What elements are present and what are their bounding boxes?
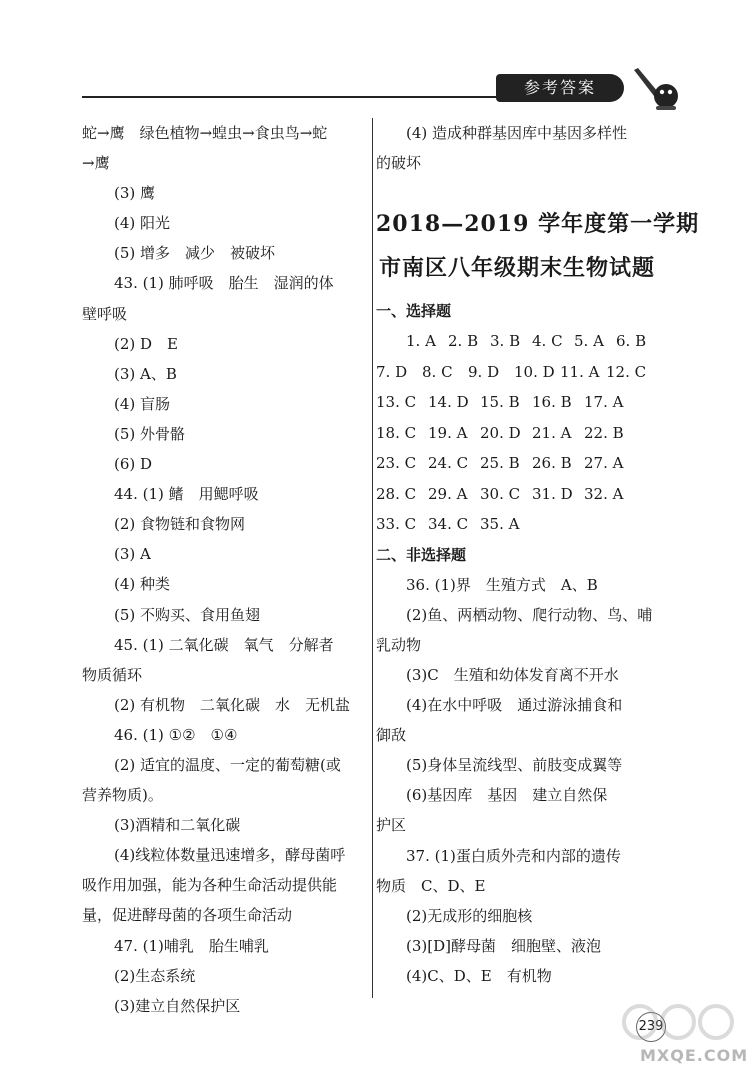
choice-row <box>376 448 658 479</box>
choice-answer: 23. C <box>376 454 417 473</box>
choice-row <box>376 479 658 510</box>
choice-answer: 18. C <box>376 423 417 442</box>
left-answer-line: (5) 增多 减少 被破坏 <box>114 244 276 263</box>
choice-answer: 19. A <box>428 423 468 442</box>
right-answer-line: (5)身体呈流线型、前肢变成翼等 <box>406 756 623 775</box>
choice-answer: 15. B <box>480 393 520 412</box>
left-answer-line: 壁呼吸 <box>82 304 128 323</box>
choice-row <box>376 357 658 388</box>
left-answer-line: 量，促进酵母菌的各项生命活动 <box>82 906 293 925</box>
right-answer-line: (2)鱼、两栖动物、爬行动物、鸟、哺 <box>406 605 653 624</box>
choice-answer: 8. C <box>422 362 453 381</box>
choice-answer: 26. B <box>532 454 572 473</box>
left-column <box>82 118 367 1021</box>
left-answer-line: 46. (1) ①② ①④ <box>114 725 238 744</box>
right-bottom-answers <box>376 570 658 991</box>
column-divider <box>372 118 373 998</box>
left-answer-line: 营养物质)。 <box>82 786 163 805</box>
right-answer-line: 的破坏 <box>376 154 422 173</box>
left-answer-line: (6) D <box>114 455 153 474</box>
left-answer-line: (3) 鹰 <box>114 184 156 203</box>
left-answer-line: (3) A <box>114 545 151 564</box>
choice-answer: 9. D <box>468 362 500 381</box>
choice-row <box>376 326 658 357</box>
choice-answer: 31. D <box>532 484 573 503</box>
choice-answer: 1. A <box>406 332 436 351</box>
left-answer-line: (5) 外骨骼 <box>114 424 186 443</box>
right-answer-line: 36. (1)界 生殖方式 A、B <box>406 575 598 594</box>
left-answer-line: 蛇→鹰 绿色植物→蝗虫→食虫鸟→蛇 <box>82 124 328 142</box>
right-top-answers <box>376 118 658 178</box>
choice-answer: 17. A <box>584 393 624 412</box>
right-answer-line: (4)C、D、E 有机物 <box>406 966 552 985</box>
header-tab: 参考答案 <box>496 74 624 102</box>
choice-answer: 33. C <box>376 515 417 534</box>
left-answer-line: (2) 适宜的温度、一定的葡萄糖(或 <box>114 755 341 774</box>
choice-answer-grid <box>376 326 658 540</box>
right-answer-line: 乳动物 <box>376 635 422 654</box>
header-rule <box>82 96 512 98</box>
right-answer-line: (6)基因库 基因 建立自然保 <box>406 786 608 805</box>
right-answer-line: 护区 <box>376 816 407 835</box>
left-answer-line: (3)酒精和二氧化碳 <box>114 816 241 835</box>
choice-answer: 32. A <box>584 484 624 503</box>
left-answer-line: (2)生态系统 <box>114 966 196 985</box>
right-answer-line: (3)[D]酵母菌 细胞壁、液泡 <box>406 936 601 955</box>
choice-answer: 21. A <box>532 423 572 442</box>
right-answer-line: (2)无成形的细胞核 <box>406 906 533 925</box>
left-answer-line: (2) 食物链和食物网 <box>114 515 246 534</box>
choice-answer: 20. D <box>480 423 521 442</box>
left-answer-line: (5) 不购买、食用鱼翅 <box>114 605 261 624</box>
choice-answer: 30. C <box>480 484 521 503</box>
left-answer-line: 45. (1) 二氧化碳 氧气 分解者 <box>114 635 334 654</box>
choice-row <box>376 387 658 418</box>
choice-answer: 22. B <box>584 423 624 442</box>
left-answer-line: (4) 盲肠 <box>114 394 171 413</box>
left-answer-line: →鹰 <box>82 154 110 173</box>
choice-answer: 16. B <box>532 393 572 412</box>
page-number: 239 <box>636 1012 666 1042</box>
right-answer-line: 37. (1)蛋白质外壳和内部的遗传 <box>406 846 621 865</box>
right-answer-line: 物质 C、D、E <box>376 876 486 895</box>
exam-title-line2: 市南区八年级期末生物试题 <box>378 255 655 282</box>
pencil-figure-icon <box>628 62 682 112</box>
left-answer-line: 物质循环 <box>82 665 143 684</box>
left-answer-line: 吸作用加强，能为各种生命活动提供能 <box>82 876 338 895</box>
choice-answer: 11. A <box>560 362 600 381</box>
choice-answer: 34. C <box>428 515 469 534</box>
left-answer-line: 47. (1)哺乳 胎生哺乳 <box>114 936 269 955</box>
choice-answer: 14. D <box>428 393 469 412</box>
choice-answer: 2. B <box>448 332 479 351</box>
exam-title-line1: 2018—2019 学年度第一学期 <box>376 211 700 238</box>
choice-answer: 35. A <box>480 515 520 534</box>
choice-answer: 12. C <box>606 362 647 381</box>
right-answer-line: (4) 造成种群基因库中基因多样性 <box>406 124 628 142</box>
choice-answer: 7. D <box>376 362 408 381</box>
choice-answer: 27. A <box>584 454 624 473</box>
choice-row <box>376 509 658 540</box>
section-heading-choice: 一、选择题 <box>376 302 452 321</box>
left-answer-line: (2) 有机物 二氧化碳 水 无机盐 <box>114 695 351 714</box>
choice-answer: 6. B <box>616 332 647 351</box>
left-answer-line: (4)线粒体数量迅速增多，酵母菌呼 <box>114 846 346 865</box>
right-answer-line: (4)在水中呼吸 通过游泳捕食和 <box>406 696 623 715</box>
left-answer-line: (3) A、B <box>114 364 177 383</box>
choice-row <box>376 418 658 449</box>
left-answer-line: 44. (1) 鳍 用鳃呼吸 <box>114 485 259 504</box>
choice-answer: 10. D <box>514 362 555 381</box>
choice-answer: 29. A <box>428 484 468 503</box>
left-answer-line: (3)建立自然保护区 <box>114 996 241 1015</box>
left-answer-line: (4) 种类 <box>114 575 171 594</box>
choice-answer: 25. B <box>480 454 520 473</box>
right-answer-line: (3)C 生殖和幼体发育离不开水 <box>406 665 619 684</box>
watermark-text: MXQE.COM <box>640 1046 749 1065</box>
right-column <box>376 118 700 991</box>
choice-answer: 3. B <box>490 332 521 351</box>
choice-answer: 5. A <box>574 332 604 351</box>
choice-answer: 24. C <box>428 454 469 473</box>
choice-answer: 13. C <box>376 393 417 412</box>
choice-answer: 4. C <box>532 332 563 351</box>
section-heading-nonchoice: 二、非选择题 <box>376 545 467 564</box>
left-answer-line: (4) 阳光 <box>114 214 171 233</box>
left-answer-line: 43. (1) 肺呼吸 胎生 湿润的体 <box>114 274 334 293</box>
choice-answer: 28. C <box>376 484 417 503</box>
left-answer-line: (2) D E <box>114 334 178 353</box>
right-answer-line: 御敌 <box>376 726 407 745</box>
